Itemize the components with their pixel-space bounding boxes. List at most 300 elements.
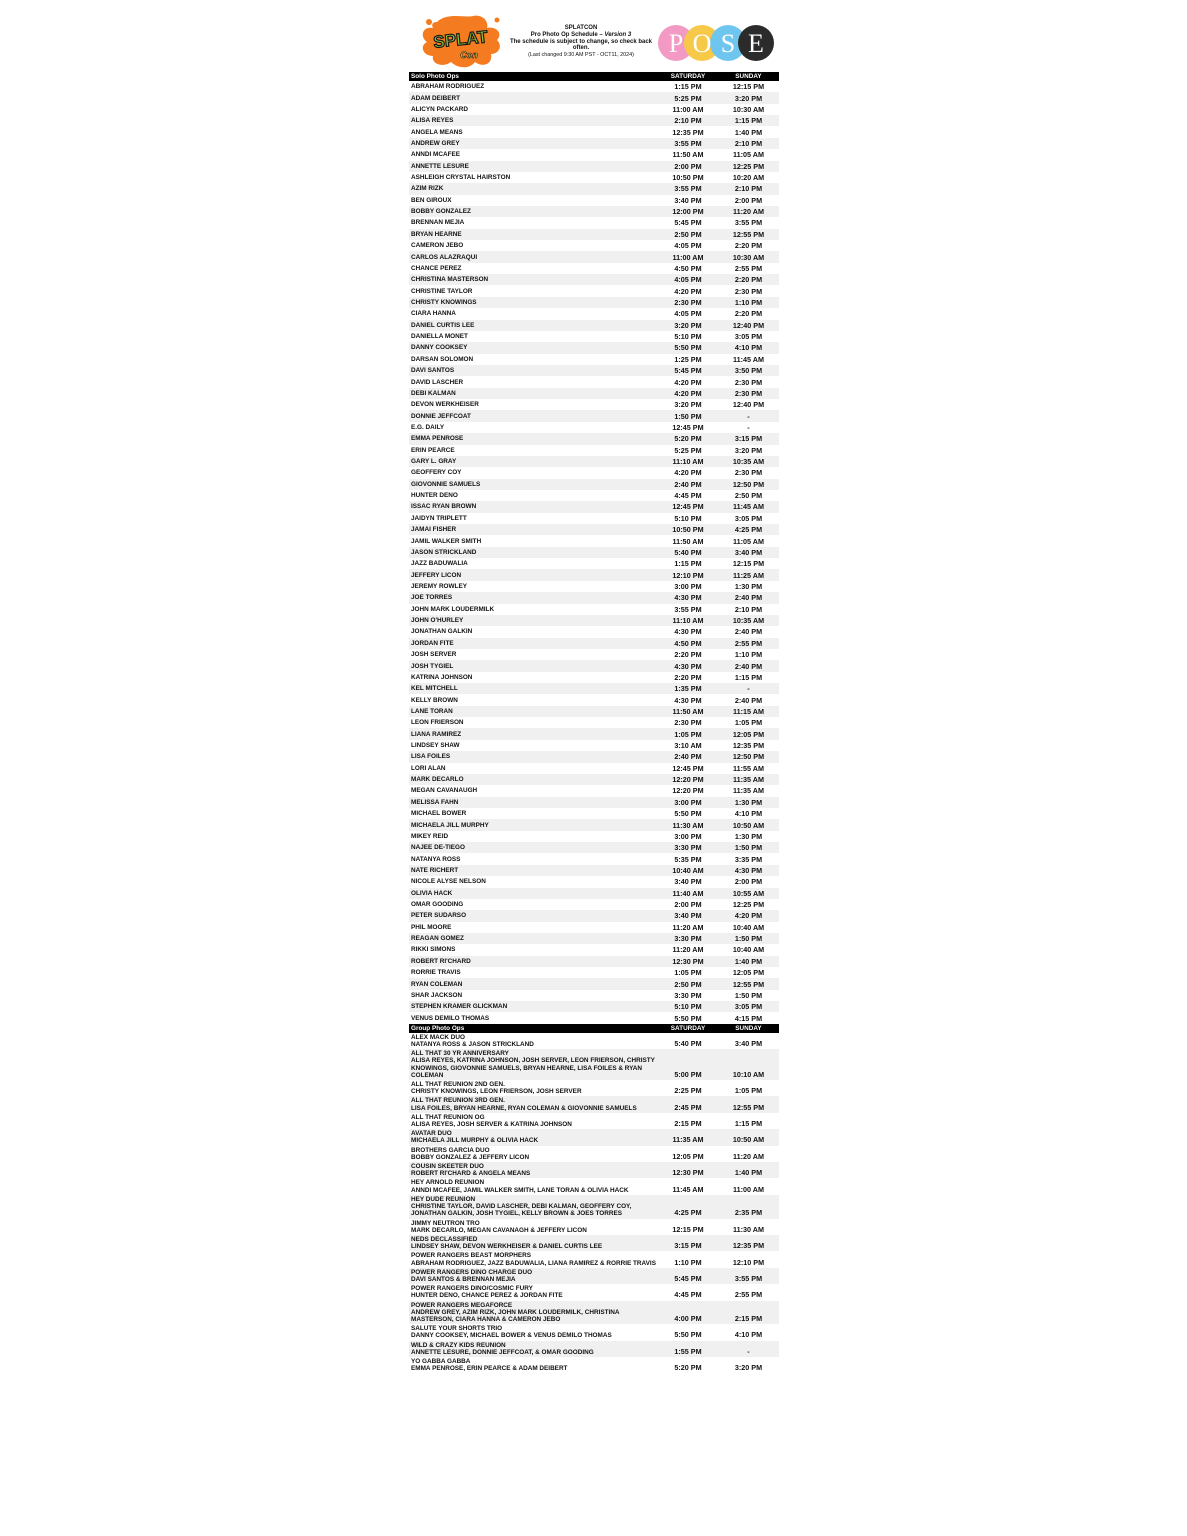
solo-saturday-time: 3:55 PM [658, 138, 718, 149]
solo-saturday-time: 2:30 PM [658, 297, 718, 308]
solo-name: OMAR GOODING [411, 901, 464, 909]
group-members: LISA FOILES, BRYAN HEARNE, RYAN COLEMAN & GIOVONNIE SAMUELS [411, 1104, 637, 1112]
solo-row [409, 740, 779, 751]
solo-sunday-time: 2:30 PM [734, 377, 763, 387]
solo-row [409, 888, 779, 899]
splat-logo-sub: Con [460, 50, 478, 60]
solo-row [409, 376, 779, 387]
solo-name: JAMAI FISHER [409, 524, 658, 535]
group-row [409, 1357, 779, 1373]
solo-saturday-time: 3:55 PM [674, 604, 702, 614]
group-sunday-time: 1:05 PM [734, 1086, 763, 1096]
solo-name: JORDAN FITE [409, 638, 658, 649]
solo-sunday-time: 2:20 PM [734, 241, 763, 251]
group-saturday-time: 5:00 PM [658, 1049, 718, 1080]
solo-name: CAMERON JEBO [411, 242, 464, 250]
group-sunday-time: 12:55 PM [718, 1096, 779, 1112]
group-members: CHRISTINE TAYLOR, DAVID LASCHER, DEBI KALMAN, GEOFFERY COY, JONATHAN GALKIN, JOSH TYGIEL, KELLY BROWN & JOES TORRES [411, 1203, 632, 1218]
group-title: COUSIN SKEETER DUO [411, 1163, 484, 1171]
group-cell [409, 1341, 658, 1357]
group-row [409, 1268, 779, 1284]
group-cell [409, 1162, 658, 1178]
group-saturday-time: 11:35 AM [658, 1129, 718, 1145]
solo-saturday-header: SATURDAY [658, 72, 718, 81]
solo-row [409, 479, 779, 490]
solo-name: MICHAELA JILL MURPHY [409, 819, 658, 830]
solo-saturday-time: 5:10 PM [658, 1001, 718, 1012]
pose-letter-o: O [692, 29, 712, 58]
solo-saturday-time: 2:20 PM [674, 650, 702, 660]
solo-saturday-time: 2:00 PM [674, 900, 702, 910]
solo-sunday-time: 10:20 AM [732, 173, 765, 183]
solo-sunday-time: - [718, 410, 779, 421]
group-members: ANDREW GREY, AZIM RIZK, JOHN MARK LOUDERMILK, CHRISTINA MASTERSON, CIARA HANNA & CAMERON JEBO [411, 1308, 620, 1323]
solo-sunday-time: 12:25 PM [732, 900, 765, 910]
solo-saturday-time: 4:05 PM [674, 241, 702, 251]
solo-name: JASON STRICKLAND [409, 547, 658, 558]
solo-saturday-time: 5:25 PM [674, 445, 702, 455]
solo-row [409, 797, 779, 808]
solo-sunday-time: 11:35 AM [718, 774, 779, 785]
solo-row [409, 206, 779, 217]
solo-name: MEGAN CAVANAUGH [411, 787, 478, 795]
solo-name: LEON FRIERSON [411, 719, 464, 727]
solo-row [409, 831, 779, 842]
solo-sunday-time: 2:55 PM [734, 263, 763, 273]
solo-sunday-time: 2:00 PM [734, 195, 763, 205]
group-title: NEDS DECLASSIFIED [411, 1235, 478, 1243]
solo-name: STEPHEN KRAMER GLICKMAN [409, 1001, 658, 1012]
solo-row [409, 126, 779, 137]
solo-sunday-time: 1:50 PM [734, 990, 763, 1000]
solo-name: JOHN O'HURLEY [409, 615, 658, 626]
solo-name: MARK DECARLO [409, 774, 658, 785]
solo-name: BEN GIROUX [411, 196, 452, 204]
solo-name: CARLOS ALAZRAQUI [409, 251, 658, 262]
group-saturday-time: 5:45 PM [658, 1268, 718, 1284]
solo-name: DEBI KALMAN [409, 388, 658, 399]
solo-saturday-time: 5:45 PM [674, 218, 702, 228]
group-saturday-time: 5:50 PM [674, 1330, 702, 1340]
solo-row [409, 115, 779, 126]
solo-name: KEL MITCHELL [409, 683, 658, 694]
group-sunday-time: 1:15 PM [734, 1119, 763, 1129]
group-row [409, 1324, 779, 1340]
solo-name: JEFFERY LICON [409, 569, 658, 580]
solo-saturday-time: 1:05 PM [658, 728, 718, 739]
group-members: ABRAHAM RODRIGUEZ, JAZZ BADUWALIA, LIANA RAMIREZ & RORRIE TRAVIS [411, 1259, 656, 1267]
solo-saturday-time: 2:50 PM [658, 229, 718, 240]
solo-sunday-time: 2:20 PM [734, 309, 763, 319]
solo-name: ADAM DEIBERT [409, 92, 658, 103]
solo-saturday-time: 11:20 AM [672, 945, 704, 955]
group-row [409, 1080, 779, 1096]
solo-row [409, 751, 779, 762]
group-saturday-time: 1:55 PM [658, 1341, 718, 1357]
solo-name: KELLY BROWN [411, 696, 458, 704]
group-members: ALISA REYES, JOSH SERVER & KATRINA JOHNSON [411, 1121, 572, 1129]
group-rows [409, 1033, 779, 1374]
solo-saturday-time: 3:00 PM [674, 581, 702, 591]
solo-name: OLIVIA HACK [409, 888, 658, 899]
solo-saturday-time: 12:45 PM [672, 763, 704, 773]
group-cell [409, 1195, 658, 1219]
group-sunday-header: SUNDAY [718, 1024, 779, 1033]
solo-sunday-time: 12:55 PM [718, 229, 779, 240]
solo-row [409, 683, 779, 694]
solo-row [409, 592, 779, 603]
solo-saturday-time: 3:10 AM [674, 741, 702, 751]
solo-row [409, 694, 779, 705]
solo-row [409, 944, 779, 955]
solo-sunday-time: 3:55 PM [734, 218, 763, 228]
solo-saturday-time: 3:40 PM [674, 195, 702, 205]
solo-sunday-time: 3:50 PM [718, 365, 779, 376]
solo-name: JAZZ BADUWALIA [411, 560, 468, 568]
solo-row [409, 638, 779, 649]
solo-saturday-time: 3:30 PM [658, 933, 718, 944]
solo-saturday-time: 4:20 PM [674, 468, 702, 478]
solo-row [409, 956, 779, 967]
pose-letter-e: E [748, 29, 764, 58]
solo-sunday-time: 12:50 PM [718, 479, 779, 490]
solo-sunday-time: 11:55 AM [733, 763, 764, 773]
group-sunday-time: 1:40 PM [718, 1162, 779, 1178]
solo-saturday-time: 1:15 PM [674, 559, 702, 569]
solo-row [409, 967, 779, 978]
last-changed: (Last changed 9:30 AM PST - OCT11, 2024) [528, 52, 634, 59]
solo-row [409, 263, 779, 274]
group-title: JIMMY NEUTRON TRO [411, 1219, 480, 1227]
solo-row [409, 842, 779, 853]
pose-letter-p: P [668, 29, 684, 58]
solo-sunday-time: 11:35 AM [733, 786, 764, 796]
group-members: ANNDI MCAFEE, JAMIL WALKER SMITH, LANE TORAN & OLIVIA HACK [411, 1186, 629, 1194]
solo-name: GARY L. GRAY [409, 456, 658, 467]
solo-sunday-time: 12:35 PM [732, 741, 765, 751]
solo-saturday-time: 5:45 PM [658, 365, 718, 376]
splatcon-logo [417, 14, 505, 70]
solo-name: PHIL MOORE [411, 923, 452, 931]
solo-sunday-time: 10:30 AM [732, 104, 765, 114]
solo-name: RYAN COLEMAN [409, 978, 658, 989]
solo-row [409, 445, 779, 456]
solo-saturday-time: 2:20 PM [674, 672, 702, 682]
solo-sunday-time: 10:40 AM [732, 922, 765, 932]
solo-saturday-time: 3:30 PM [658, 842, 718, 853]
solo-row [409, 604, 779, 615]
solo-row [409, 297, 779, 308]
solo-saturday-time: 12:10 PM [658, 569, 718, 580]
solo-name: AZIM RIZK [409, 183, 658, 194]
solo-row [409, 660, 779, 671]
group-section-label: Group Photo Ops [409, 1024, 658, 1033]
solo-row [409, 195, 779, 206]
solo-name: DARSAN SOLOMON [411, 355, 474, 363]
solo-name: LISA FOILES [409, 751, 658, 762]
group-title: SALUTE YOUR SHORTS TRIO [411, 1325, 503, 1333]
solo-saturday-time: 4:50 PM [658, 638, 718, 649]
solo-name: GEOFFERY COY [411, 469, 462, 477]
group-title: ALL THAT REUNION OG [411, 1113, 485, 1121]
solo-name: MELISSA FAHN [409, 797, 658, 808]
solo-sunday-time: 10:30 AM [718, 251, 779, 262]
solo-sunday-time: 2:10 PM [734, 604, 763, 614]
solo-sunday-time: 1:30 PM [734, 831, 763, 841]
solo-sunday-time: 3:20 PM [718, 92, 779, 103]
group-title: AVATAR DUO [411, 1130, 452, 1138]
solo-row [409, 922, 779, 933]
group-title: BROTHERS GARCIA DUO [411, 1146, 490, 1154]
solo-row [409, 172, 779, 183]
solo-saturday-time: 3:55 PM [658, 183, 718, 194]
solo-sunday-time: 3:05 PM [734, 513, 763, 523]
solo-row [409, 229, 779, 240]
solo-name: JOE TORRES [409, 592, 658, 603]
group-saturday-time: 5:40 PM [674, 1039, 702, 1049]
solo-saturday-time: 11:00 AM [672, 104, 704, 114]
solo-row [409, 1001, 779, 1012]
solo-name: CHRISTY KNOWINGS [409, 297, 658, 308]
solo-row [409, 354, 779, 365]
group-members: EMMA PENROSE, ERIN PEARCE & ADAM DEIBERT [411, 1365, 568, 1373]
group-cell [409, 1219, 658, 1235]
solo-sunday-time: 2:00 PM [734, 877, 763, 887]
solo-sunday-time: 1:40 PM [718, 956, 779, 967]
solo-saturday-time: 3:20 PM [674, 400, 702, 410]
solo-saturday-time: 4:50 PM [674, 263, 702, 273]
group-cell [409, 1049, 658, 1080]
solo-row [409, 251, 779, 262]
group-members: NATANYA ROSS & JASON STRICKLAND [411, 1041, 534, 1049]
solo-sunday-time: 3:35 PM [734, 854, 763, 864]
splat-logo-text: SPLAT [432, 27, 489, 52]
solo-row [409, 399, 779, 410]
event-name: SPLATCON [564, 25, 598, 31]
solo-name: DANIEL CURTIS LEE [409, 320, 658, 331]
group-cell [409, 1268, 658, 1284]
solo-saturday-time: 11:40 AM [658, 888, 718, 899]
solo-header [409, 72, 779, 81]
group-title: POWER RANGERS DINO/COSMIC FURY [411, 1285, 533, 1293]
solo-sunday-time: - [718, 683, 779, 694]
solo-row [409, 819, 779, 830]
group-saturday-time: 2:45 PM [658, 1096, 718, 1112]
solo-sunday-header: SUNDAY [718, 72, 779, 81]
solo-name: LIANA RAMIREZ [409, 728, 658, 739]
solo-sunday-time: 12:05 PM [732, 968, 765, 978]
solo-sunday-time: 1:50 PM [718, 842, 779, 853]
solo-saturday-time: 2:40 PM [658, 751, 718, 762]
solo-row [409, 513, 779, 524]
solo-name: MICHAEL BOWER [411, 810, 467, 818]
solo-saturday-time: 3:40 PM [658, 910, 718, 921]
solo-sunday-time: 10:50 AM [718, 819, 779, 830]
solo-name: RIKKI SIMONS [411, 946, 456, 954]
solo-row [409, 853, 779, 864]
solo-sunday-time: 12:40 PM [718, 320, 779, 331]
solo-name: HUNTER DENO [411, 492, 458, 500]
solo-sunday-time: 1:10 PM [718, 297, 779, 308]
group-cell [409, 1357, 658, 1373]
solo-row [409, 717, 779, 728]
solo-sunday-time: 10:35 AM [718, 615, 779, 626]
solo-sunday-time: 12:50 PM [718, 751, 779, 762]
solo-saturday-time: 5:40 PM [658, 547, 718, 558]
solo-name: ISSAC RYAN BROWN [409, 501, 658, 512]
solo-saturday-time: 5:20 PM [658, 433, 718, 444]
solo-row [409, 365, 779, 376]
solo-name: EMMA PENROSE [409, 433, 658, 444]
solo-name: ANNETTE LESURE [409, 161, 658, 172]
group-members: DANNY COOKSEY, MICHAEL BOWER & VENUS DEMILO THOMAS [411, 1332, 612, 1340]
solo-saturday-time: 5:35 PM [674, 854, 702, 864]
solo-saturday-time: 4:20 PM [674, 377, 702, 387]
group-cell [409, 1301, 658, 1325]
solo-row [409, 388, 779, 399]
solo-sunday-time: 11:05 AM [733, 536, 764, 546]
solo-sunday-time: 4:30 PM [718, 865, 779, 876]
solo-row [409, 433, 779, 444]
group-row [409, 1235, 779, 1251]
solo-saturday-time: 3:30 PM [674, 990, 702, 1000]
group-members: LINDSEY SHAW, DEVON WERKHEISER & DANIEL CURTIS LEE [411, 1243, 603, 1251]
group-members: DAVI SANTOS & BRENNAN MEJIA [411, 1275, 516, 1283]
solo-saturday-time: 11:00 AM [658, 251, 718, 262]
solo-name: DEVON WERKHEISER [411, 401, 479, 409]
solo-row [409, 558, 779, 569]
solo-row [409, 501, 779, 512]
solo-name: NAJEE DE-TIEGO [409, 842, 658, 853]
solo-saturday-time: 2:50 PM [658, 978, 718, 989]
group-saturday-time: 12:30 PM [658, 1162, 718, 1178]
solo-sunday-time: 3:40 PM [718, 547, 779, 558]
solo-sunday-time: 1:05 PM [734, 718, 763, 728]
solo-row [409, 728, 779, 739]
solo-row [409, 240, 779, 251]
solo-row [409, 285, 779, 296]
solo-sunday-time: 2:50 PM [734, 491, 763, 501]
solo-saturday-time: 10:50 PM [672, 173, 704, 183]
solo-saturday-time: 2:00 PM [658, 161, 718, 172]
solo-rows [409, 81, 779, 1024]
group-cell [409, 1178, 658, 1194]
solo-sunday-time: 4:20 PM [718, 910, 779, 921]
solo-sunday-time: 12:55 PM [718, 978, 779, 989]
solo-saturday-time: 1:15 PM [674, 82, 702, 92]
group-members: CHRISTY KNOWINGS, LEON FRIERSON, JOSH SERVER [411, 1088, 582, 1096]
group-title: POWER RANGERS MEGAFORCE [411, 1301, 513, 1309]
solo-saturday-time: 1:50 PM [658, 410, 718, 421]
solo-saturday-time: 3:00 PM [658, 797, 718, 808]
solo-row [409, 774, 779, 785]
group-sunday-time: 4:10 PM [734, 1330, 763, 1340]
solo-row [409, 217, 779, 228]
solo-name: ERIN PEARCE [411, 446, 455, 454]
solo-name: DANIELLA MONET [411, 333, 468, 341]
solo-name: BOBBY GONZALEZ [409, 206, 658, 217]
solo-saturday-time: 5:10 PM [674, 513, 702, 523]
solo-name: CHRISTINA MASTERSON [409, 274, 658, 285]
solo-name: E.G. DAILY [411, 423, 445, 431]
group-saturday-time: 12:05 PM [672, 1151, 704, 1161]
solo-sunday-time: 10:40 AM [732, 945, 765, 955]
solo-name: LORI ALAN [411, 764, 446, 772]
group-members: MARK DECARLO, MEGAN CAVANAGH & JEFFERY LICON [411, 1226, 587, 1234]
solo-sunday-time: 4:25 PM [718, 524, 779, 535]
solo-saturday-time: 1:05 PM [674, 968, 702, 978]
group-row [409, 1284, 779, 1300]
solo-saturday-time: 1:25 PM [674, 354, 702, 364]
group-sunday-time: 3:20 PM [734, 1363, 763, 1373]
group-row [409, 1033, 779, 1049]
solo-saturday-time: 11:30 AM [658, 819, 718, 830]
schedule-subtitle: Pro Photo Op Schedule – Version 3 [530, 31, 632, 38]
group-saturday-time: 4:25 PM [658, 1195, 718, 1219]
solo-saturday-time: 2:40 PM [658, 479, 718, 490]
solo-sunday-time: 12:05 PM [718, 728, 779, 739]
solo-name: ASHLEIGH CRYSTAL HAIRSTON [411, 174, 511, 182]
solo-row [409, 706, 779, 717]
solo-name: NATE RICHERT [409, 865, 658, 876]
solo-row [409, 422, 779, 433]
solo-saturday-time: 5:25 PM [658, 92, 718, 103]
solo-sunday-time: 2:55 PM [718, 638, 779, 649]
solo-row [409, 763, 779, 774]
solo-row [409, 410, 779, 421]
group-cell [409, 1235, 658, 1251]
solo-sunday-time: 2:30 PM [734, 468, 763, 478]
solo-sunday-time: 2:30 PM [718, 388, 779, 399]
solo-saturday-time: 11:20 AM [672, 922, 704, 932]
solo-sunday-time: 11:45 AM [733, 354, 764, 364]
solo-sunday-time: 1:40 PM [734, 127, 763, 137]
solo-saturday-time: 5:50 PM [674, 809, 702, 819]
group-title: ALL THAT REUNION 2ND GEN. [411, 1081, 505, 1089]
group-row [409, 1096, 779, 1112]
group-sunday-time: 12:10 PM [732, 1257, 765, 1267]
solo-row [409, 149, 779, 160]
solo-name: LINDSEY SHAW [411, 742, 460, 750]
solo-section-label: Solo Photo Ops [409, 72, 658, 81]
solo-saturday-time: 12:20 PM [658, 774, 718, 785]
solo-sunday-time: 12:15 PM [732, 559, 765, 569]
solo-name: JAMIL WALKER SMITH [411, 537, 482, 545]
group-cell [409, 1284, 658, 1300]
solo-sunday-time: 3:20 PM [734, 445, 763, 455]
group-title: HEY DUDE REUNION [411, 1195, 476, 1203]
solo-row [409, 535, 779, 546]
group-row [409, 1195, 779, 1219]
solo-sunday-time: 1:30 PM [718, 797, 779, 808]
group-title: WILD & CRAZY KIDS REUNION [411, 1341, 506, 1349]
group-sunday-time: 3:55 PM [718, 1268, 779, 1284]
solo-row [409, 865, 779, 876]
group-cell [409, 1096, 658, 1112]
schedule-sheet [409, 14, 779, 1373]
group-header [409, 1024, 779, 1033]
group-row [409, 1113, 779, 1129]
solo-sunday-time: 11:15 AM [718, 706, 779, 717]
solo-sunday-time: 2:40 PM [718, 592, 779, 603]
group-row [409, 1146, 779, 1162]
solo-name: NICOLE ALYSE NELSON [411, 878, 486, 886]
solo-row [409, 933, 779, 944]
group-sunday-time: 2:15 PM [718, 1301, 779, 1325]
group-row [409, 1129, 779, 1145]
group-sunday-time: 12:35 PM [718, 1235, 779, 1251]
group-members: BOBBY GONZALEZ & JEFFERY LICON [411, 1153, 530, 1161]
